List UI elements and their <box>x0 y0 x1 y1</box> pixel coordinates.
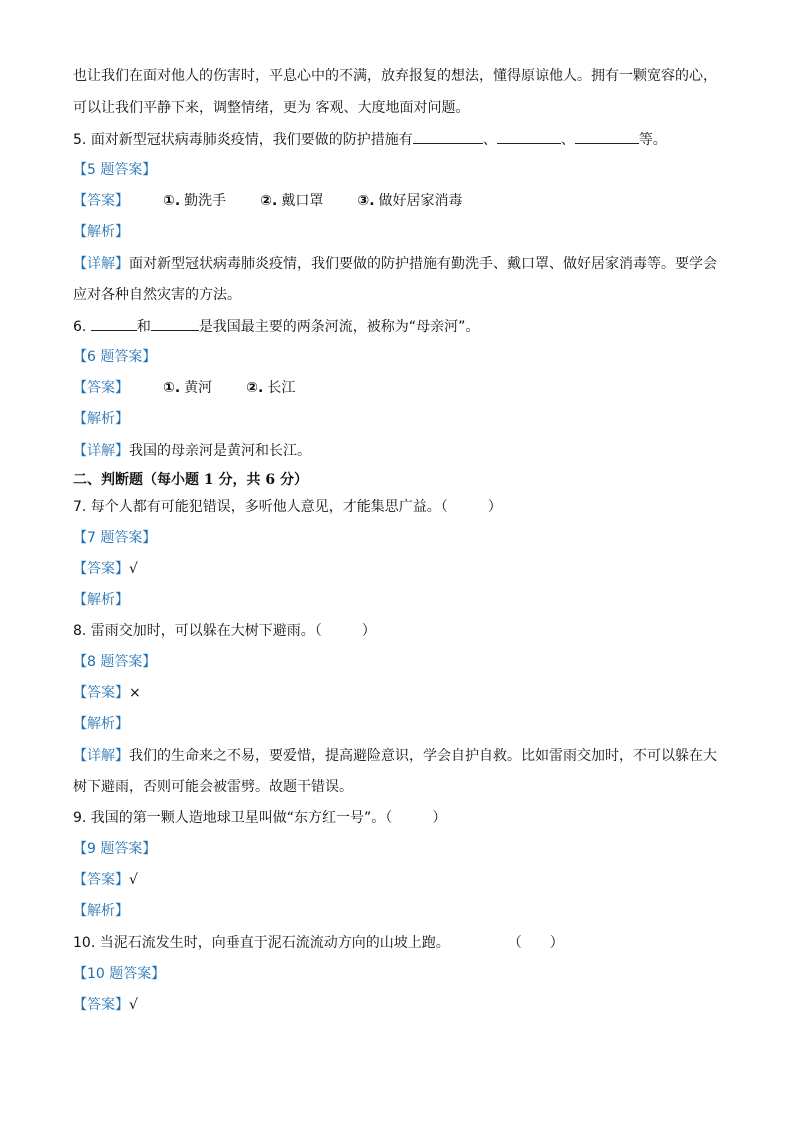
question-number: 5. <box>73 132 91 148</box>
question-stem: 是我国最主要的两条河流，被称为“母亲河”。 <box>198 319 480 335</box>
answer-label: 【答案】 <box>73 380 129 396</box>
separator: 、 <box>482 132 497 148</box>
answer-marker: ③. <box>357 193 375 209</box>
answer-item: 勤洗手 <box>184 193 227 209</box>
answer-mark: √ <box>129 561 138 577</box>
detail-text: 面对新型冠状病毒肺炎疫情，我们要做的防护措施有勤洗手、戴口罩、做好居家消毒等。要学会 <box>129 256 717 272</box>
answer-10 <box>73 995 138 1015</box>
detail-label: 【详解】 <box>73 443 129 459</box>
question-10 <box>73 933 564 953</box>
question-9 <box>73 808 446 828</box>
answer-title-9: 【9 题答案】 <box>73 841 157 857</box>
detail-8-line-1 <box>73 746 717 766</box>
detail-text: 我国的母亲河是黄河和长江。 <box>129 443 311 459</box>
question-stem: 7. 每个人都有可能犯错误，多听他人意见，才能集思广益。（ <box>73 499 448 515</box>
answer-item: 黄河 <box>184 380 213 396</box>
detail-label: 【详解】 <box>73 748 129 764</box>
question-stem-end: 等。 <box>638 132 667 148</box>
answer-label: 【答案】 <box>73 997 129 1013</box>
separator: 、 <box>560 132 575 148</box>
detail-5-line-2: 应对各种自然灾害的方法。 <box>73 287 241 303</box>
answer-blank <box>91 316 137 331</box>
detail-8-line-2: 树下避雨，否则可能会被雷劈。故题干错误。 <box>73 779 353 795</box>
analysis-label-5: 【解析】 <box>73 224 129 240</box>
paren-open: （ <box>507 935 522 951</box>
question-number: 6. <box>73 319 91 335</box>
detail-6-line-1 <box>73 441 311 461</box>
question-stem: 10. 当泥石流发生时，向垂直于泥石流流动方向的山坡上跑。 <box>73 935 450 951</box>
answer-mark: × <box>129 685 141 701</box>
answer-blank <box>413 129 483 144</box>
question-8 <box>73 621 376 641</box>
answer-label: 【答案】 <box>73 561 129 577</box>
answer-blank <box>151 316 199 331</box>
answer-6 <box>73 378 295 398</box>
paren-close: ） <box>549 935 564 951</box>
answer-5 <box>73 191 463 211</box>
answer-marker: ①. <box>163 193 181 209</box>
answer-marker: ②. <box>260 193 278 209</box>
answer-item: 做好居家消毒 <box>378 193 463 209</box>
detail-text: 我们的生命来之不易，要爱惜，提高避险意识，学会自护自救。比如雷雨交加时，不可以躲在大 <box>129 748 717 764</box>
section-heading: 二、判断题（每小题 1 分，共 6 分） <box>73 472 308 488</box>
answer-label: 【答案】 <box>73 872 129 888</box>
analysis-label-6: 【解析】 <box>73 411 129 427</box>
answer-title-8: 【8 题答案】 <box>73 654 157 670</box>
question-5 <box>73 129 667 150</box>
question-stem: 8. 雷雨交加时，可以躲在大树下避雨。（ <box>73 623 322 639</box>
answer-title-7: 【7 题答案】 <box>73 530 157 546</box>
paren-close: ） <box>487 499 502 515</box>
analysis-label-9: 【解析】 <box>73 903 129 919</box>
question-7 <box>73 497 502 517</box>
question-stem: 面对新型冠状病毒肺炎疫情，我们要做的防护措施有 <box>90 132 413 148</box>
answer-title-10: 【10 题答案】 <box>73 966 166 982</box>
paren-close: ） <box>432 810 447 826</box>
paren-close: ） <box>361 623 376 639</box>
conjunction: 和 <box>136 319 151 335</box>
intro-line-2: 可以让我们平静下来，调整情绪，更为 客观、大度地面对问题。 <box>73 100 470 116</box>
answer-9 <box>73 870 138 890</box>
answer-mark: √ <box>129 997 138 1013</box>
answer-mark: √ <box>129 872 138 888</box>
answer-item: 长江 <box>267 380 296 396</box>
question-stem: 9. 我国的第一颗人造地球卫星叫做“东方红一号”。（ <box>73 810 393 826</box>
answer-label: 【答案】 <box>73 685 129 701</box>
detail-5-line-1 <box>73 254 717 274</box>
question-6 <box>73 316 479 337</box>
answer-7 <box>73 559 138 579</box>
answer-label: 【答案】 <box>73 193 129 209</box>
answer-blank <box>575 129 639 144</box>
analysis-label-8: 【解析】 <box>73 716 129 732</box>
answer-blank <box>497 129 561 144</box>
answer-marker: ①. <box>163 380 181 396</box>
answer-marker: ②. <box>246 380 264 396</box>
answer-title-5: 【5 题答案】 <box>73 162 157 178</box>
analysis-label-7: 【解析】 <box>73 592 129 608</box>
intro-line-1: 也让我们在面对他人的伤害时，平息心中的不满，放弃报复的想法，懂得原谅他人。拥有一颗宽容的心， <box>73 68 717 84</box>
answer-8 <box>73 683 141 703</box>
answer-title-6: 【6 题答案】 <box>73 349 157 365</box>
answer-item: 戴口罩 <box>281 193 324 209</box>
detail-label: 【详解】 <box>73 256 129 272</box>
